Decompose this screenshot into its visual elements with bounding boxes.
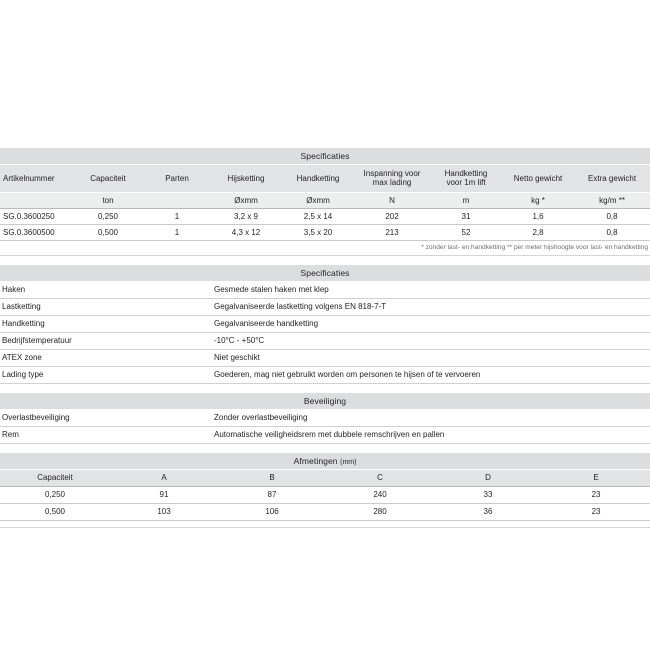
unit-handketting: Øxmm [282,192,354,208]
col-header-capaciteit: Capaciteit [0,469,110,486]
col-header-parten [144,165,210,193]
spec-value: -10°C - +50°C [214,332,650,349]
col-header-e: E [542,469,650,486]
col-header-text: Artikelnummer [3,173,55,183]
cell-netto-gewicht: 2,8 [502,224,574,240]
col-header-netto-gewicht [502,165,574,193]
cell-a: 103 [110,503,218,520]
specifications-details-table [0,281,650,384]
col-header-artikelnummer [0,165,72,193]
spec-label: Handketting [0,315,214,332]
cell-c: 280 [326,503,434,520]
spec-value: Gesmede stalen haken met klep [214,281,650,298]
col-header-text: Extra gewicht [588,173,637,183]
cell-extra-gewicht: 0,8 [574,208,650,224]
cell-inspanning: 213 [354,224,430,240]
table-band-row [0,265,650,281]
unit-inspanning: N [354,192,430,208]
spec-label: ATEX zone [0,349,214,366]
col-header-d: D [434,469,542,486]
spec-label: Bedrijfstemperatuur [0,332,214,349]
unit-capaciteit: ton [72,192,144,208]
spec-label: Rem [0,426,214,443]
spec-label: Overlastbeveiliging [0,409,214,426]
cell-e: 23 [542,503,650,520]
table-header-row [0,165,650,193]
cell-hijsketting: 4,3 x 12 [210,224,282,240]
table-bottom-rule [0,520,650,527]
spec-row [0,281,650,298]
cell-parten: 1 [144,224,210,240]
beveiliging-band [0,393,650,409]
cell-b: 87 [218,486,326,503]
cell-netto-gewicht: 1,6 [502,208,574,224]
cell-hijsketting: 3,2 x 9 [210,208,282,224]
section-gap [0,256,650,265]
specifications-band-title: Specificaties [0,148,650,165]
cell-handketting: 2,5 x 14 [282,208,354,224]
cell-artikelnummer: SG.0.3600500 [0,224,72,240]
cell-capaciteit: 0,250 [72,208,144,224]
afmetingen-band-text: Afmetingen [293,455,338,466]
cell-a: 91 [110,486,218,503]
cell-capaciteit: 0,250 [0,486,110,503]
col-header-text: Capaciteit [90,173,126,183]
spec-value: Gegalvaniseerde handketting [214,315,650,332]
col-header-text-line1: Inspanning voor [363,169,421,178]
spec-row [0,409,650,426]
table-row [0,224,650,240]
spec-row [0,426,650,443]
section-gap [0,384,650,393]
table-band-row [0,453,650,470]
spec-value: Automatische veiligheidsrem met dubbele remschrijven en pallen [214,426,650,443]
table-row [0,503,650,520]
spec-row [0,366,650,383]
beveiliging-band-title: Beveiliging [0,393,650,409]
spec-label: Haken [0,281,214,298]
col-header-text: Netto gewicht [513,173,563,183]
table-row [0,486,650,503]
cell-handketting-1m: 31 [430,208,502,224]
table-band-row [0,148,650,165]
specifications-models-table [0,148,650,256]
bottom-rule [0,520,650,527]
spec-value: Goederen, mag niet gebruikt worden om personen te hijsen of te vervoeren [214,366,650,383]
spec-row [0,332,650,349]
cell-inspanning: 202 [354,208,430,224]
col-header-text-line2: max lading [372,178,412,188]
col-header-capaciteit [72,165,144,193]
table-band-row [0,393,650,409]
top-whitespace [0,0,650,148]
table-header-row [0,469,650,486]
cell-capaciteit: 0,500 [0,503,110,520]
cell-d: 33 [434,486,542,503]
cell-d: 36 [434,503,542,520]
afmetingen-band-unit: (mm) [340,458,357,466]
cell-capaciteit: 0,500 [72,224,144,240]
spec-label: Lading type [0,366,214,383]
col-header-b: B [218,469,326,486]
spec-value: Gegalvaniseerde lastketting volgens EN 818-7-T [214,298,650,315]
specifications-details-band-title: Specificaties [0,265,650,281]
cell-b: 106 [218,503,326,520]
spec-value: Niet geschikt [214,349,650,366]
specifications-details-band [0,265,650,281]
col-header-a: A [110,469,218,486]
cell-e: 23 [542,486,650,503]
cell-extra-gewicht: 0,8 [574,224,650,240]
cell-parten: 1 [144,208,210,224]
spec-row [0,315,650,332]
spec-label: Lastketting [0,298,214,315]
cell-handketting: 3,5 x 20 [282,224,354,240]
col-header-text-line2: voor 1m lift [446,178,486,188]
col-header-handketting [282,165,354,193]
table-row [0,208,650,224]
col-header-handketting-1m-lift [430,165,502,193]
col-header-text: Handketting [296,173,340,183]
unit-netto-gewicht: kg * [502,192,574,208]
spec-row [0,349,650,366]
col-header-text: Hijsketting [227,173,265,183]
col-header-inspanning-max-lading [354,165,430,193]
unit-hijsketting: Øxmm [210,192,282,208]
spec-row [0,298,650,315]
unit-parten [144,192,210,208]
cell-handketting-1m: 52 [430,224,502,240]
table-footnote-row [0,240,650,255]
spec-value: Zonder overlastbeveiliging [214,409,650,426]
col-header-c: C [326,469,434,486]
table-units-row [0,192,650,208]
beveiliging-table [0,409,650,444]
afmetingen-band-title [0,453,650,470]
unit-extra-gewicht: kg/m ** [574,192,650,208]
unit-artikelnummer [0,192,72,208]
cell-c: 240 [326,486,434,503]
bottom-whitespace [0,528,650,536]
afmetingen-table [0,453,650,528]
section-gap [0,444,650,453]
specifications-footnote: * zonder last- en handketting ** per meter hijshoogte voor last- en handketting [0,240,650,255]
unit-handketting-1m: m [430,192,502,208]
col-header-extra-gewicht [574,165,650,193]
cell-artikelnummer: SG.0.3600250 [0,208,72,224]
col-header-hijsketting [210,165,282,193]
col-header-text-line1: Handketting [444,169,488,178]
col-header-text: Parten [165,173,189,183]
